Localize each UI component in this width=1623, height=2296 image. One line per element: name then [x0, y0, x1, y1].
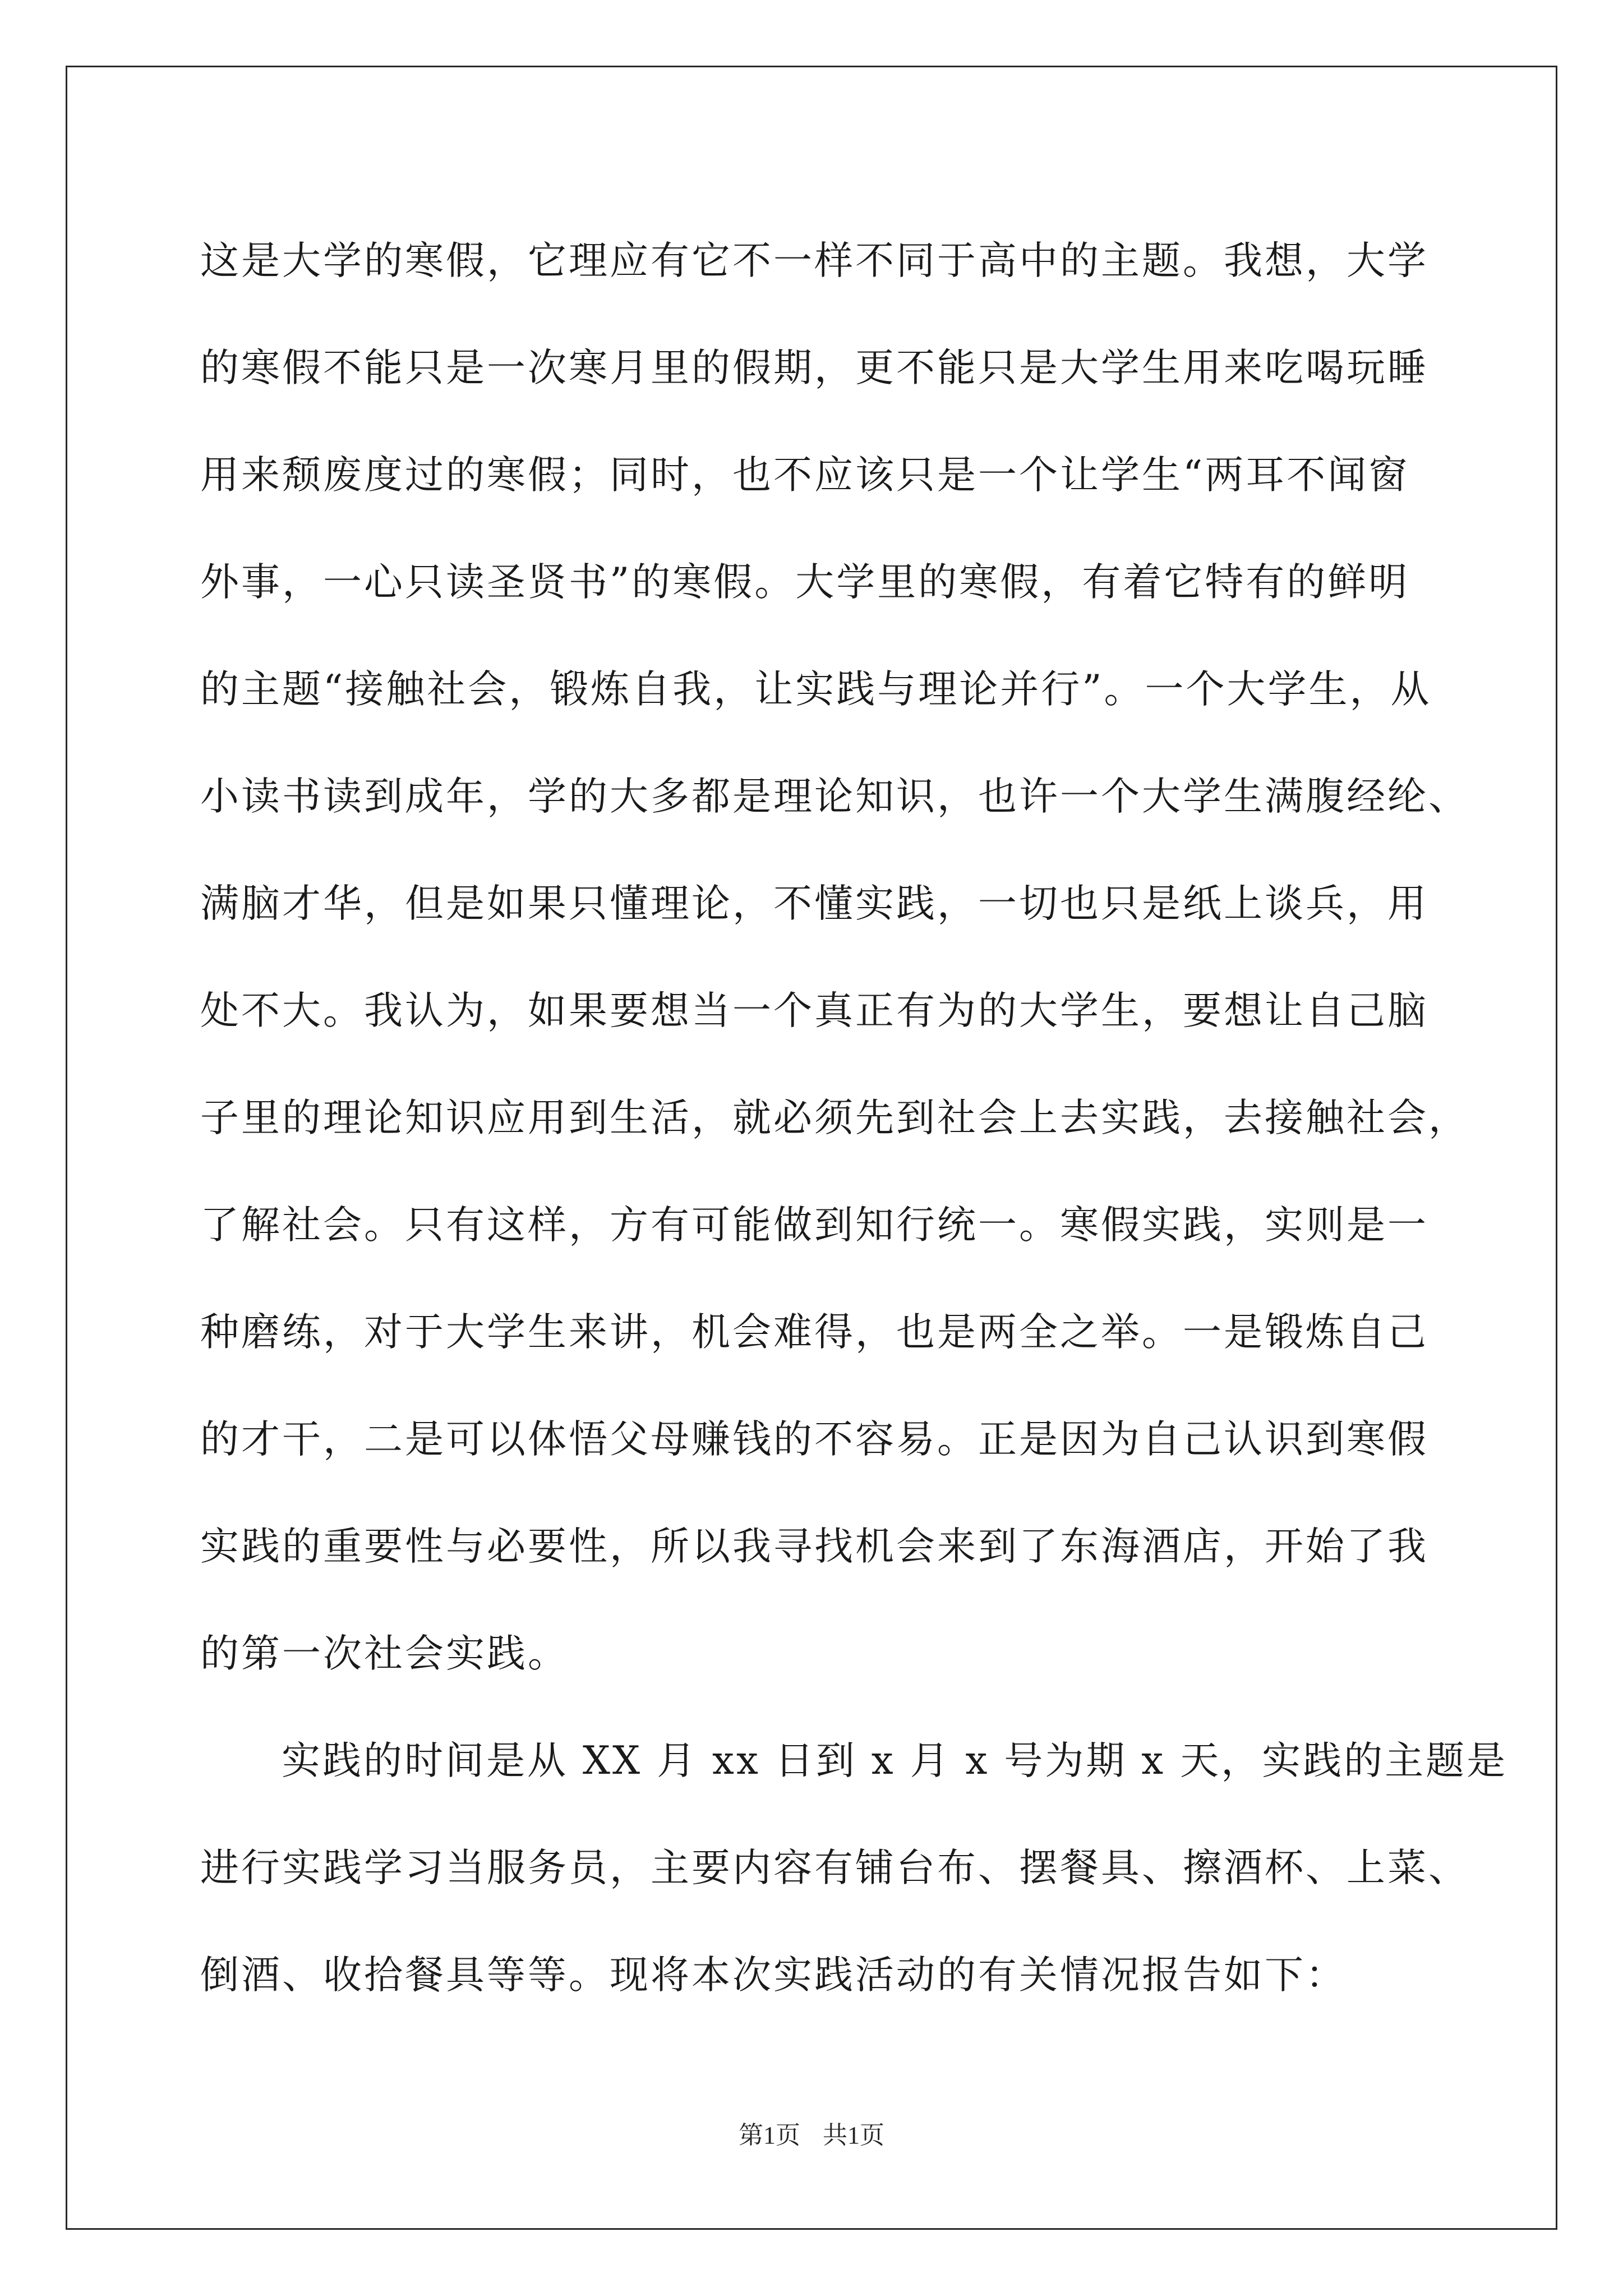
- page-number-total: 共1页: [823, 2122, 884, 2149]
- text-line: 的主题“接触社会，锻炼自我，让实践与理论并行”。一个大学生，从: [200, 667, 1432, 712]
- text-line: 子里的理论知识应用到生活，就必须先到社会上去实践，去接触社会，: [200, 1096, 1469, 1140]
- text-line: 小读书读到成年，学的大多都是理论知识，也许一个大学生满腹经纶、: [200, 774, 1469, 819]
- text-line: 满脑才华，但是如果只懂理论，不懂实践，一切也只是纸上谈兵，用: [200, 881, 1428, 926]
- page-number-current: 第1页: [739, 2122, 800, 2149]
- text-line: 种磨练，对于大学生来讲，机会难得，也是两全之举。一是锻炼自己: [200, 1310, 1428, 1355]
- text-line: 实践的重要性与必要性，所以我寻找机会来到了东海酒店，开始了我: [200, 1524, 1428, 1569]
- text-line: 外事，一心只读圣贤书”的寒假。大学里的寒假，有着它特有的鲜明: [200, 560, 1410, 605]
- text-line: 的第一次社会实践。: [200, 1631, 569, 1676]
- text-line: 用来颓废度过的寒假；同时，也不应该只是一个让学生“两耳不闻窗: [200, 453, 1410, 498]
- text-line: 处不大。我认为，如果要想当一个真正有为的大学生，要想让自己脑: [200, 988, 1428, 1033]
- text-line: 的寒假不能只是一次寒月里的假期，更不能只是大学生用来吃喝玩睡: [200, 346, 1428, 390]
- text-line: 了解社会。只有这样，方有可能做到知行统一。寒假实践，实则是一: [200, 1203, 1428, 1248]
- text-line: 的才干，二是可以体悟父母赚钱的不容易。正是因为自己认识到寒假: [200, 1417, 1428, 1462]
- paragraph-first-line: 实践的时间是从 XX 月 xx 日到 x 月 x 号为期 x 天，实践的主题是: [282, 1738, 1508, 1783]
- text-line: 这是大学的寒假，它理应有它不一样不同于高中的主题。我想，大学: [200, 238, 1428, 283]
- page-footer: [0, 2115, 1623, 2151]
- document-body: [200, 208, 1508, 2029]
- text-line: 进行实践学习当服务员，主要内容有铺台布、摆餐具、擦酒杯、上菜、: [200, 1846, 1469, 1890]
- text-line: 倒酒、收拾餐具等等。现将本次实践活动的有关情况报告如下：: [200, 1953, 1347, 1998]
